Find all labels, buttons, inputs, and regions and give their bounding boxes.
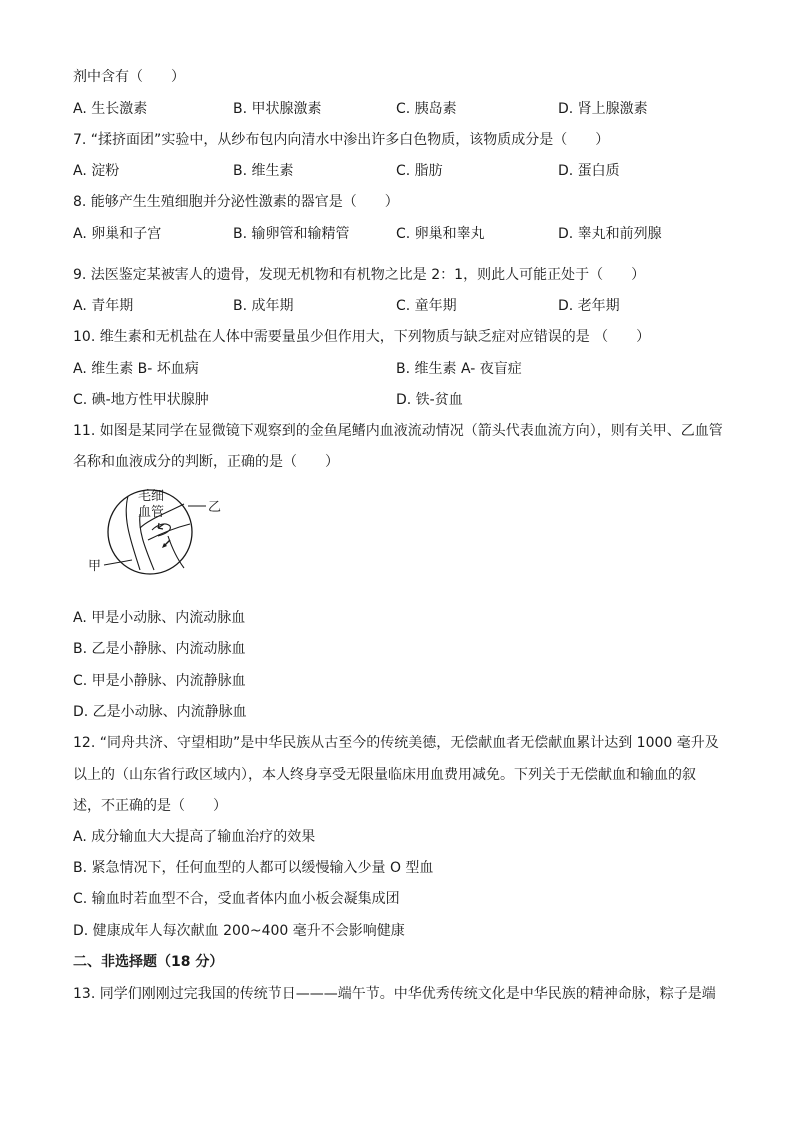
text-line-q7: 7. “揉挤面团”实验中，从纱布包内向清水中渗出许多白色物质，该物质成分是（ ） <box>73 132 610 148</box>
option-q6-opt-d: D. 肾上腺激素 <box>558 101 648 117</box>
option-q9-opt-d: D. 老年期 <box>558 298 620 314</box>
option-q6-opt-b: B. 甲状腺激素 <box>233 101 322 117</box>
text-line-q11-b: B. 乙是小静脉、内流动脉血 <box>73 641 246 657</box>
text-line-q12-l3: 述，不正确的是（ ） <box>73 798 227 814</box>
option-q7-opt-a: A. 淀粉 <box>73 163 120 179</box>
text-line-section2: 二、非选择题（18 分） <box>73 954 224 970</box>
option-q10-opt-d: D. 铁-贫血 <box>396 392 463 408</box>
option-q6-opt-a: A. 生长激素 <box>73 101 148 117</box>
text-line-q12-d: D. 健康成年人每次献血 200~400 毫升不会影响健康 <box>73 923 405 939</box>
text-line-q6-cont: 剂中含有（ ） <box>73 69 185 85</box>
text-line-q12-c: C. 输血时若血型不合，受血者体内血小板会凝集成团 <box>73 891 400 907</box>
text-line-q11-d: D. 乙是小动脉、内流静脉血 <box>73 704 247 720</box>
option-q8-opt-d: D. 睾丸和前列腺 <box>558 226 662 242</box>
vessel-wall-right <box>168 536 184 568</box>
text-line-q11-l2: 名称和血液成分的判断，正确的是（ ） <box>73 454 339 470</box>
text-line-q12-b: B. 紧急情况下，任何血型的人都可以缓慢输入少量 O 型血 <box>73 860 434 876</box>
label-capillary-line2: 血管 <box>138 505 165 520</box>
label-capillary-line1: 毛细 <box>138 489 165 504</box>
text-line-q9: 9. 法医鉴定某被害人的遗骨，发现无机物和有机物之比是 2：1，则此人可能正处于（ ） <box>73 267 646 283</box>
option-q7-opt-c: C. 脂肪 <box>396 163 443 179</box>
option-q10-opt-b: B. 维生素 A- 夜盲症 <box>396 361 522 377</box>
text-line-q11-a: A. 甲是小动脉、内流动脉血 <box>73 610 246 626</box>
option-q8-opt-c: C. 卵巢和睾丸 <box>396 226 485 242</box>
label-jia: 甲 <box>88 559 102 574</box>
text-line-q12-l1: 12. “同舟共济、守望相助”是中华民族从古至今的传统美德，无偿献血者无偿献血累计达到 1000 毫升及 <box>73 735 719 751</box>
option-q9-opt-b: B. 成年期 <box>233 298 294 314</box>
option-q8-opt-b: B. 输卵管和输精管 <box>233 226 350 242</box>
text-line-q11-l1: 11. 如图是某同学在显微镜下观察到的金鱼尾鳍内血液流动情况（箭头代表血流方向），则有关甲、乙血管 <box>73 423 723 439</box>
option-q10-opt-a: A. 维生素 B- 坏血病 <box>73 361 199 377</box>
label-yi: 乙 <box>208 500 222 515</box>
option-q8-opt-a: A. 卵巢和子宫 <box>73 226 162 242</box>
text-line-q13: 13. 同学们刚刚过完我国的传统节日———端午节。中华优秀传统文化是中华民族的精神命脉，粽子是端 <box>73 986 716 1002</box>
option-q7-opt-b: B. 维生素 <box>233 163 294 179</box>
text-line-q12-l2: 以上的（山东省行政区域内），本人终身享受无限量临床用血费用减免。下列关于无偿献血和输血的叙 <box>73 767 696 783</box>
option-q9-opt-c: C. 童年期 <box>396 298 457 314</box>
option-q7-opt-d: D. 蛋白质 <box>558 163 620 179</box>
option-q6-opt-c: C. 胰岛素 <box>396 101 457 117</box>
text-line-q8: 8. 能够产生生殖细胞并分泌性激素的器官是（ ） <box>73 194 399 210</box>
option-q9-opt-a: A. 青年期 <box>73 298 134 314</box>
blood-flow-figure <box>88 484 238 584</box>
option-q10-opt-c: C. 碘-地方性甲状腺肿 <box>73 392 209 408</box>
text-line-q12-a: A. 成分输血大大提高了输血治疗的效果 <box>73 829 316 845</box>
leader-line-jia <box>104 560 132 565</box>
text-line-q10: 10. 维生素和无机盐在人体中需要量虽少但作用大，下列物质与缺乏症对应错误的是 （ ） <box>73 329 651 345</box>
microscope-view-svg <box>88 484 238 584</box>
text-line-q11-c: C. 甲是小静脉、内流静脉血 <box>73 673 246 689</box>
